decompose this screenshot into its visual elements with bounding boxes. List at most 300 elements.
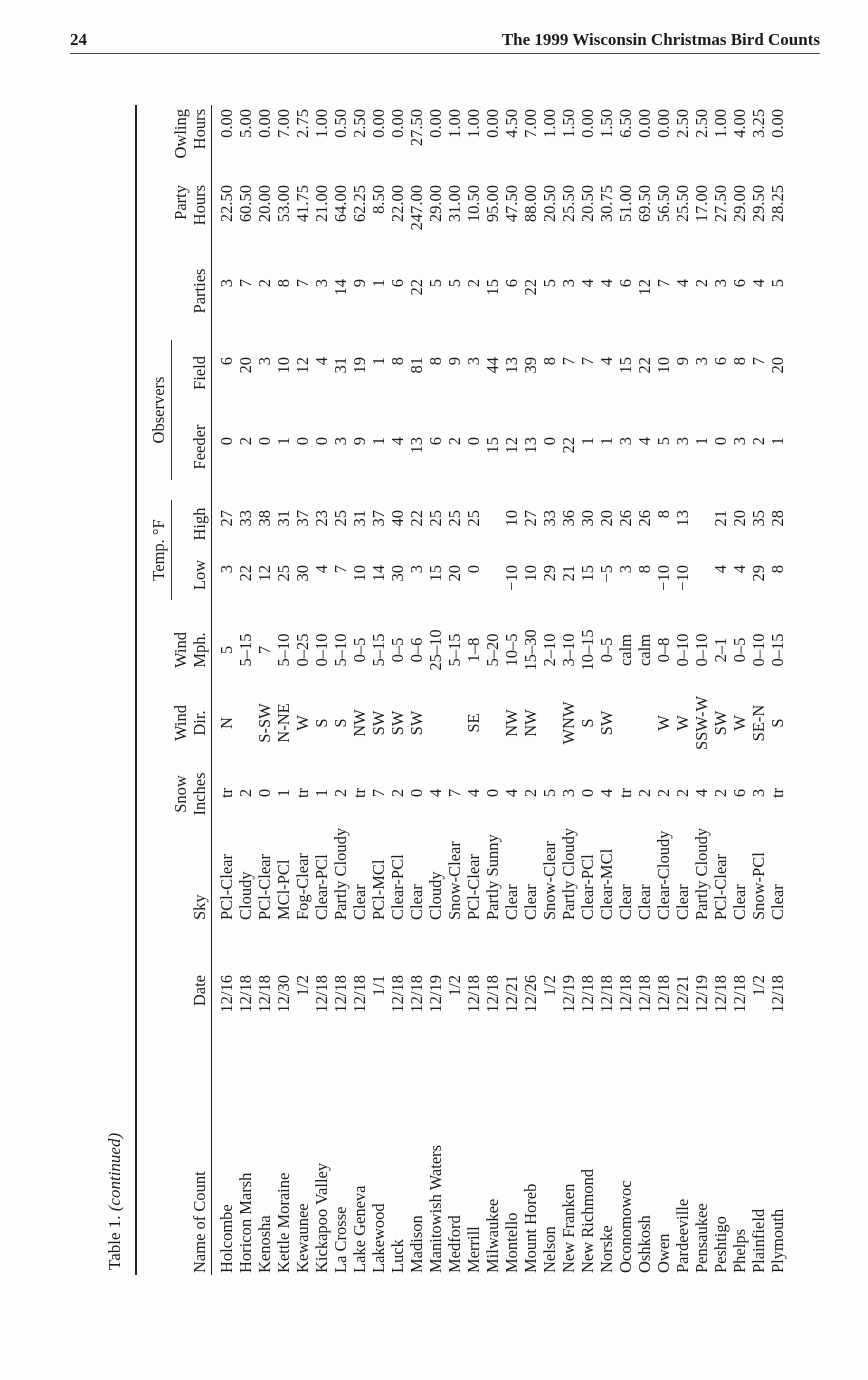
cell-wind-dir: SW — [388, 710, 407, 736]
cell-feeder: 1 — [369, 437, 388, 446]
cell-owling-hours: 4.50 — [502, 109, 521, 138]
cell-temp-low: 21 — [559, 565, 578, 582]
cell-sky: Clear-MCl — [597, 848, 616, 920]
cell-date: 1/2 — [540, 975, 559, 997]
col-field-header: Field — [190, 356, 209, 390]
cell-sky: Cloudy — [236, 871, 255, 920]
cell-temp-high: 40 — [388, 510, 407, 527]
cell-snow: 4 — [464, 788, 483, 798]
cell-date: 12/21 — [502, 975, 521, 1013]
cell-sky: Clear — [521, 884, 540, 920]
cell-feeder: 0 — [217, 437, 236, 446]
cell-temp-high: 25 — [331, 510, 350, 527]
cell-parties: 2 — [464, 279, 483, 288]
cell-feeder: 0 — [540, 437, 559, 446]
cell-party-hours: 20.00 — [255, 185, 274, 223]
cell-date: 12/18 — [388, 975, 407, 1013]
cell-field: 81 — [407, 357, 426, 374]
cell-owling-hours: 0.00 — [388, 109, 407, 138]
caption-label: Table 1. — [105, 1215, 124, 1270]
cell-party-hours: 30.75 — [597, 185, 616, 223]
cell-parties: 4 — [749, 279, 768, 288]
cell-date: 12/18 — [654, 975, 673, 1013]
cell-party-hours: 41.75 — [293, 185, 312, 223]
cell-feeder: 13 — [407, 437, 426, 454]
cell-count-name: Lake Geneva — [350, 1185, 369, 1273]
cell-owling-hours: 0.50 — [331, 109, 350, 138]
cell-temp-low: 20 — [445, 565, 464, 582]
cell-count-name: Nelson — [540, 1226, 559, 1273]
cell-parties: 6 — [616, 279, 635, 288]
cell-feeder: 1 — [578, 437, 597, 446]
cell-count-name: New Richmond — [578, 1168, 597, 1273]
cell-party-hours: 88.00 — [521, 185, 540, 223]
cell-owling-hours: 1.00 — [312, 109, 331, 138]
cell-count-name: Lakewood — [369, 1203, 388, 1273]
cell-snow: 0 — [255, 788, 274, 798]
cell-party-hours: 95.00 — [483, 185, 502, 223]
cell-count-name: Milwaukee — [483, 1198, 502, 1273]
cell-owling-hours: 1.00 — [445, 109, 464, 138]
cell-feeder: 4 — [388, 437, 407, 446]
cell-wind-mph: 5–15 — [369, 633, 388, 667]
cell-count-name: Luck — [388, 1239, 407, 1273]
cell-wind-dir: NW — [350, 709, 369, 737]
cell-feeder: 0 — [711, 437, 730, 446]
cell-date: 12/18 — [350, 975, 369, 1013]
cell-snow: 3 — [559, 788, 578, 798]
cell-owling-hours: 0.00 — [217, 109, 236, 138]
cell-temp-high: 20 — [730, 510, 749, 527]
cell-temp-high: 20 — [597, 510, 616, 527]
table-row — [236, 105, 255, 1275]
cell-count-name: Norske — [597, 1225, 616, 1273]
col-wind-mph-header-2: Mph. — [190, 632, 209, 668]
cell-temp-low: 7 — [331, 565, 350, 574]
cell-count-name: Madison — [407, 1215, 426, 1273]
col-date-header: Date — [190, 975, 209, 1007]
cell-date: 12/18 — [312, 975, 331, 1013]
table-row — [217, 105, 236, 1275]
cell-snow: 4 — [426, 788, 445, 798]
cell-date: 12/30 — [274, 975, 293, 1013]
cell-count-name: Mount Horeb — [521, 1183, 540, 1273]
cell-parties: 9 — [350, 279, 369, 288]
cell-date: 12/18 — [730, 975, 749, 1013]
table-row — [255, 105, 274, 1275]
cell-sky: Clear — [350, 884, 369, 920]
cell-temp-high: 13 — [673, 510, 692, 527]
cell-sky: Clear — [635, 884, 654, 920]
table-row — [768, 105, 787, 1275]
cell-parties: 15 — [483, 279, 502, 296]
cell-sky: Snow-PCl — [749, 852, 768, 920]
col-owling-header-2: Hours — [190, 109, 209, 150]
cell-wind-mph: 7 — [255, 645, 274, 655]
cell-count-name: Holcombe — [217, 1204, 236, 1273]
table-body — [217, 105, 787, 1275]
cell-snow: 0 — [407, 788, 426, 798]
cell-owling-hours: 2.50 — [350, 109, 369, 138]
col-temp-high-header: High — [190, 507, 209, 541]
cell-snow: 2 — [635, 788, 654, 798]
cell-snow: 2 — [673, 788, 692, 798]
cell-date: 12/16 — [217, 975, 236, 1013]
cell-owling-hours: 0.00 — [369, 109, 388, 138]
cell-date: 1/1 — [369, 975, 388, 997]
cell-snow: tr — [217, 787, 236, 799]
cell-sky: Clear — [407, 884, 426, 920]
cell-feeder: 4 — [635, 437, 654, 446]
col-snow-header-1: Snow — [171, 775, 190, 813]
cell-wind-mph: 0–25 — [293, 633, 312, 667]
cell-wind-dir: SSW-W — [692, 695, 711, 751]
observers-group-rule — [171, 340, 172, 480]
cell-field: 15 — [616, 357, 635, 374]
cell-count-name: Oshkosh — [635, 1215, 654, 1273]
cell-wind-mph: 0–15 — [768, 633, 787, 667]
cell-temp-low: 3 — [616, 565, 635, 574]
cell-feeder: 2 — [236, 437, 255, 446]
cell-party-hours: 21.00 — [312, 185, 331, 223]
table-row — [654, 105, 673, 1275]
cell-temp-high: 33 — [540, 510, 559, 527]
cell-field: 3 — [255, 357, 274, 366]
cell-wind-mph: 0–8 — [654, 637, 673, 663]
cell-owling-hours: 0.00 — [483, 109, 502, 138]
cell-owling-hours: 1.00 — [540, 109, 559, 138]
col-owling-header-1: Owling — [171, 109, 190, 159]
cell-temp-low: 8 — [635, 565, 654, 574]
cell-parties: 14 — [331, 279, 350, 296]
col-party-hours-header-1: Party — [171, 185, 190, 220]
cell-date: 1/2 — [749, 975, 768, 997]
cell-wind-dir: S — [331, 718, 350, 728]
cell-wind-mph: calm — [616, 633, 635, 667]
cell-snow: 1 — [312, 788, 331, 798]
cell-field: 6 — [711, 357, 730, 366]
cell-feeder: 0 — [464, 437, 483, 446]
cell-temp-low: 4 — [312, 565, 331, 574]
cell-field: 3 — [464, 357, 483, 366]
cell-field: 8 — [540, 357, 559, 366]
table-row — [673, 105, 692, 1275]
cell-parties: 5 — [540, 279, 559, 288]
cell-count-name: Montello — [502, 1212, 521, 1273]
cell-temp-low: 4 — [711, 565, 730, 574]
cell-wind-mph: 0–10 — [312, 633, 331, 667]
cell-count-name: Oconomowoc — [616, 1180, 635, 1273]
cell-feeder: 6 — [426, 437, 445, 446]
cell-feeder: 3 — [673, 437, 692, 446]
cell-party-hours: 22.50 — [217, 185, 236, 223]
cell-field: 1 — [369, 357, 388, 366]
cell-party-hours: 28.25 — [768, 185, 787, 223]
cell-parties: 3 — [559, 279, 578, 288]
cell-party-hours: 247.00 — [407, 185, 426, 231]
cell-wind-dir: SE — [464, 713, 483, 733]
rotated-table — [105, 105, 835, 1275]
cell-owling-hours: 1.50 — [559, 109, 578, 138]
cell-snow: 7 — [445, 788, 464, 798]
cell-owling-hours: 0.00 — [768, 109, 787, 138]
table-row — [483, 105, 502, 1275]
cell-temp-low: 3 — [407, 565, 426, 574]
cell-count-name: Owen — [654, 1233, 673, 1273]
table-row — [616, 105, 635, 1275]
cell-sky: Partly Cloudy — [692, 827, 711, 920]
cell-count-name: Horicon Marsh — [236, 1172, 255, 1273]
cell-party-hours: 47.50 — [502, 185, 521, 223]
cell-party-hours: 64.00 — [331, 185, 350, 223]
cell-count-name: Plymouth — [768, 1208, 787, 1273]
cell-wind-mph: calm — [635, 633, 654, 667]
cell-sky: Partly Cloudy — [331, 827, 350, 920]
cell-snow: 4 — [692, 788, 711, 798]
cell-parties: 2 — [692, 279, 711, 288]
cell-field: 13 — [502, 357, 521, 374]
cell-parties: 4 — [578, 279, 597, 288]
table-row — [711, 105, 730, 1275]
cell-owling-hours: 4.00 — [730, 109, 749, 138]
cell-feeder: 22 — [559, 437, 578, 454]
cell-feeder: 3 — [331, 437, 350, 446]
cell-parties: 2 — [255, 279, 274, 288]
cell-field: 8 — [730, 357, 749, 366]
cell-date: 12/18 — [578, 975, 597, 1013]
cell-field: 7 — [559, 357, 578, 366]
cell-temp-high: 8 — [654, 510, 673, 519]
cell-snow: 4 — [597, 788, 616, 798]
cell-wind-mph: 5–10 — [274, 633, 293, 667]
cell-party-hours: 22.00 — [388, 185, 407, 223]
cell-temp-low: 29 — [540, 565, 559, 582]
cell-owling-hours: 0.00 — [635, 109, 654, 138]
cell-snow: 2 — [521, 788, 540, 798]
cell-feeder: 0 — [312, 437, 331, 446]
table-row — [369, 105, 388, 1275]
cell-parties: 6 — [388, 279, 407, 288]
caption-continued: (continued) — [105, 1132, 124, 1212]
cell-parties: 12 — [635, 279, 654, 296]
cell-snow: 1 — [274, 788, 293, 798]
cell-snow: 5 — [540, 788, 559, 798]
cell-temp-low: 10 — [350, 565, 369, 582]
cell-wind-dir: N — [217, 717, 236, 729]
cell-count-name: Peshtigo — [711, 1216, 730, 1273]
col-wind-mph-header-1: Wind — [171, 632, 190, 668]
cell-snow: 0 — [578, 788, 597, 798]
cell-temp-high: 38 — [255, 510, 274, 527]
cell-wind-mph: 10–15 — [578, 629, 597, 671]
cell-count-name: Kettle Moraine — [274, 1172, 293, 1273]
cell-temp-low: 30 — [388, 565, 407, 582]
cell-count-name: La Crosse — [331, 1206, 350, 1273]
cell-date: 12/18 — [597, 975, 616, 1013]
cell-parties: 3 — [711, 279, 730, 288]
cell-temp-low: 3 — [217, 565, 236, 574]
cell-field: 9 — [673, 357, 692, 366]
cell-feeder: 1 — [768, 437, 787, 446]
cell-sky: Clear-PCl — [578, 854, 597, 920]
col-snow-header-2: Inches — [190, 772, 209, 816]
cell-sky: Clear — [768, 884, 787, 920]
cell-field: 4 — [312, 357, 331, 366]
cell-count-name: Pensaukee — [692, 1203, 711, 1273]
cell-temp-low: −10 — [502, 565, 521, 591]
cell-snow: tr — [768, 787, 787, 799]
table-row — [426, 105, 445, 1275]
cell-sky: Clear-PCl — [388, 854, 407, 920]
cell-wind-mph: 2–10 — [540, 633, 559, 667]
cell-temp-high: 25 — [445, 510, 464, 527]
cell-field: 12 — [293, 357, 312, 374]
temp-group-header: Temp. °F — [149, 519, 168, 581]
cell-wind-mph: 15–30 — [521, 629, 540, 671]
cell-temp-high: 27 — [217, 510, 236, 527]
cell-sky: PCl-MCl — [369, 859, 388, 920]
cell-party-hours: 29.50 — [749, 185, 768, 223]
cell-date: 12/18 — [635, 975, 654, 1013]
cell-temp-low: −10 — [673, 565, 692, 591]
cell-temp-high: 37 — [369, 510, 388, 527]
cell-temp-low: 12 — [255, 565, 274, 582]
cell-temp-high: 28 — [768, 510, 787, 527]
cell-count-name: Pardeeville — [673, 1198, 692, 1273]
table-row — [635, 105, 654, 1275]
cell-temp-high: 35 — [749, 510, 768, 527]
cell-field: 39 — [521, 357, 540, 374]
cell-sky: Clear-Cloudy — [654, 830, 673, 920]
cell-party-hours: 20.50 — [578, 185, 597, 223]
table-row — [749, 105, 768, 1275]
cell-temp-high: 26 — [635, 510, 654, 527]
cell-sky: Snow-Clear — [445, 841, 464, 920]
cell-field: 10 — [654, 357, 673, 374]
cell-owling-hours: 1.50 — [597, 109, 616, 138]
table-header-rule — [211, 105, 212, 1275]
cell-owling-hours: 2.50 — [673, 109, 692, 138]
col-wind-dir-header-1: Wind — [171, 705, 190, 741]
cell-count-name: Kewaunee — [293, 1203, 312, 1273]
cell-owling-hours: 0.00 — [426, 109, 445, 138]
cell-temp-low: 10 — [521, 565, 540, 582]
cell-party-hours: 8.50 — [369, 185, 388, 214]
cell-wind-mph: 5–15 — [236, 633, 255, 667]
cell-temp-low: 25 — [274, 565, 293, 582]
cell-feeder: 5 — [654, 437, 673, 446]
cell-temp-low: 14 — [369, 565, 388, 582]
cell-owling-hours: 0.00 — [654, 109, 673, 138]
cell-temp-low: −5 — [597, 565, 616, 583]
table-row — [559, 105, 578, 1275]
cell-date: 1/2 — [293, 975, 312, 997]
cell-wind-mph: 5–20 — [483, 633, 502, 667]
table-row — [502, 105, 521, 1275]
cell-parties: 5 — [426, 279, 445, 288]
cell-temp-high: 10 — [502, 510, 521, 527]
cell-feeder: 1 — [692, 437, 711, 446]
cell-wind-dir: SW — [597, 710, 616, 736]
cell-owling-hours: 2.50 — [692, 109, 711, 138]
table-row — [578, 105, 597, 1275]
cell-field: 3 — [692, 357, 711, 366]
cell-temp-high: 27 — [521, 510, 540, 527]
cell-date: 12/18 — [331, 975, 350, 1013]
page-number: 24 — [70, 30, 87, 49]
table-row — [350, 105, 369, 1275]
cell-feeder: 2 — [445, 437, 464, 446]
table-top-rule — [135, 105, 137, 1275]
cell-sky: Clear-PCl — [312, 854, 331, 920]
cell-wind-dir: SW — [369, 710, 388, 736]
table-row — [521, 105, 540, 1275]
cell-parties: 22 — [521, 279, 540, 296]
observers-group-header: Observers — [149, 376, 168, 444]
col-name-header: Name of Count — [190, 1171, 209, 1273]
cell-owling-hours: 6.50 — [616, 109, 635, 138]
cell-temp-high: 33 — [236, 510, 255, 527]
cell-date: 12/19 — [692, 975, 711, 1013]
cell-wind-mph: 0–10 — [749, 633, 768, 667]
cell-temp-high: 25 — [426, 510, 445, 527]
cell-field: 10 — [274, 357, 293, 374]
cell-date: 12/18 — [464, 975, 483, 1013]
cell-party-hours: 17.00 — [692, 185, 711, 223]
cell-temp-high: 37 — [293, 510, 312, 527]
cell-date: 12/18 — [255, 975, 274, 1013]
cell-parties: 7 — [654, 279, 673, 288]
cell-feeder: 1 — [274, 437, 293, 446]
cell-wind-dir: NW — [521, 709, 540, 737]
cell-date: 12/26 — [521, 975, 540, 1013]
col-parties-header: Parties — [190, 268, 209, 314]
cell-wind-mph: 5–10 — [331, 633, 350, 667]
cell-parties: 7 — [236, 279, 255, 288]
cell-temp-low: 15 — [426, 565, 445, 582]
cell-temp-low: 15 — [578, 565, 597, 582]
cell-date: 12/18 — [768, 975, 787, 1013]
running-title: The 1999 Wisconsin Christmas Bird Counts — [501, 30, 820, 49]
cell-party-hours: 62.25 — [350, 185, 369, 223]
cell-owling-hours: 27.50 — [407, 109, 426, 147]
cell-field: 44 — [483, 357, 502, 374]
header-rule — [70, 53, 820, 54]
cell-temp-high: 30 — [578, 510, 597, 527]
cell-feeder: 3 — [730, 437, 749, 446]
cell-party-hours: 51.00 — [616, 185, 635, 223]
cell-snow: tr — [616, 787, 635, 799]
cell-party-hours: 60.50 — [236, 185, 255, 223]
cell-snow: 3 — [749, 788, 768, 798]
cell-parties: 6 — [502, 279, 521, 288]
cell-temp-high: 26 — [616, 510, 635, 527]
cell-field: 9 — [445, 357, 464, 366]
cell-field: 6 — [217, 357, 236, 366]
cell-date: 12/18 — [711, 975, 730, 1013]
cell-sky: Clear — [616, 884, 635, 920]
cell-wind-mph: 5–15 — [445, 633, 464, 667]
cell-field: 8 — [388, 357, 407, 366]
cell-owling-hours: 0.00 — [255, 109, 274, 138]
temp-group-rule — [171, 500, 172, 600]
cell-sky: PCl-Clear — [255, 854, 274, 920]
cell-count-name: Merrill — [464, 1226, 483, 1273]
cell-temp-high: 31 — [274, 510, 293, 527]
cell-date: 12/18 — [616, 975, 635, 1013]
col-temp-low-header: Low — [190, 559, 209, 591]
cell-field: 20 — [236, 357, 255, 374]
